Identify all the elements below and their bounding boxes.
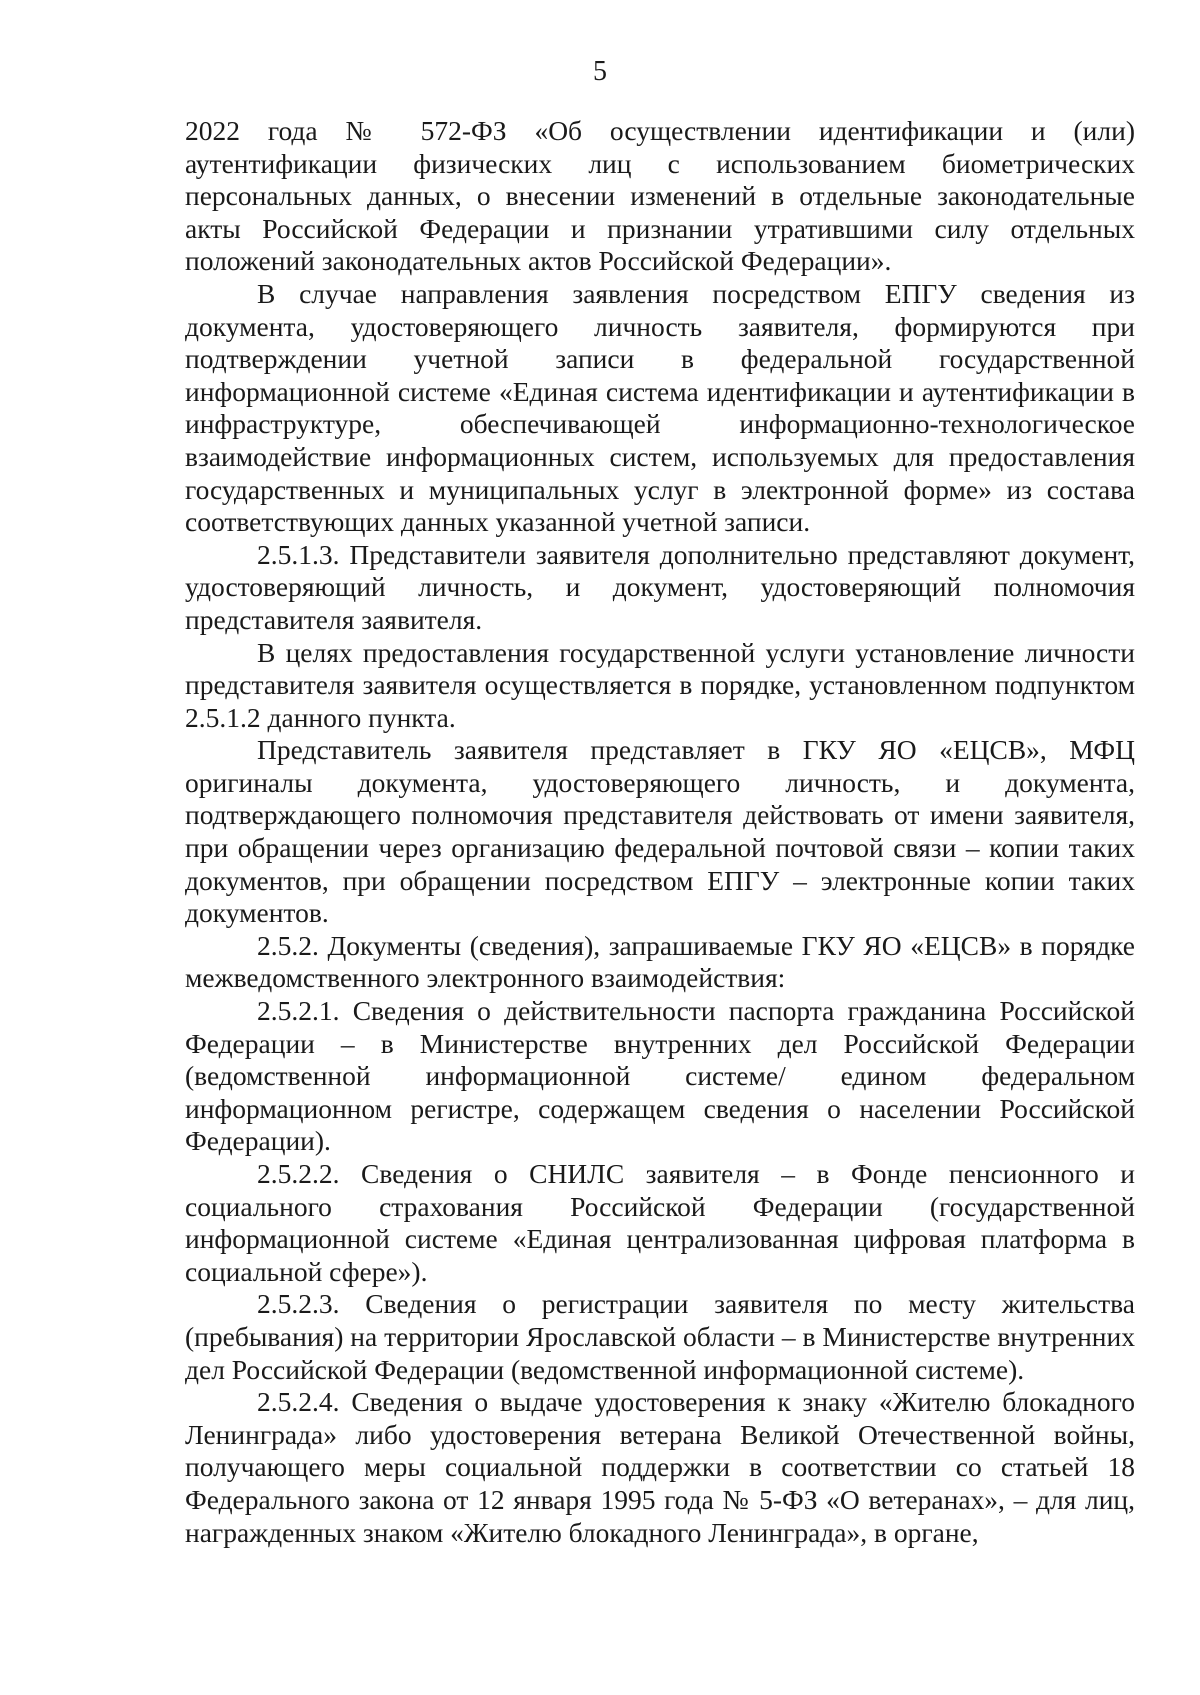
paragraph-representative-identity: В целях предоставления государственной услуги установление личности представителя заявителя осуществляется в порядке, установленном подпунктом 2.5.1.2 данного пункта. — [185, 636, 1135, 733]
paragraph-2-5-2: 2.5.2. Документы (сведения), запрашиваемые ГКУ ЯО «ЕЦСВ» в порядке межведомственного электронного взаимодействия: — [185, 929, 1135, 994]
paragraph-2-5-2-2: 2.5.2.2. Сведения о СНИЛС заявителя – в Фонде пенсионного и социального страхования Российской Федерации (государственной информационной системе «Единая централизованная цифровая платформа в социальной сфере»). — [185, 1158, 1135, 1287]
paragraph-2-5-1-3: 2.5.1.3. Представители заявителя дополнительно представляют документ, удостоверяющий личность, и документ, удостоверяющий полномочия представителя заявителя. — [185, 538, 1135, 635]
paragraph-continuation-572fz: 2022 года № 572-ФЗ «Об осуществлении идентификации и (или) аутентификации физических лиц с использованием биометрических персональных данных, о внесении изменений в отдельные законодательные акты Российской Федерации и признании утратившими силу отдельных положений законодательных актов Российской Федерации». — [185, 115, 1135, 277]
paragraph-2-5-2-3: 2.5.2.3. Сведения о регистрации заявителя по месту жительства (пребывания) на территории Ярославской области – в Министерстве внутренних дел Российской Федерации (ведомственной информационной системе). — [185, 1288, 1135, 1385]
document-body — [185, 115, 1135, 1549]
page-number: 5 — [593, 56, 607, 87]
paragraph-representative-originals: Представитель заявителя представляет в ГКУ ЯО «ЕЦСВ», МФЦ оригиналы документа, удостоверяющего личность, и документа, подтверждающего полномочия представителя действовать от имени заявителя, при обращении через организацию федеральной почтовой связи – копии таких документов, при обращении посредством ЕПГУ – электронные копии таких документов. — [185, 734, 1135, 929]
paragraph-2-5-2-1: 2.5.2.1. Сведения о действительности паспорта гражданина Российской Федерации – в Министерстве внутренних дел Российской Федерации (ведомственной информационной системе/ едином федеральном информационном регистре, содержащем сведения о населении Российской Федерации). — [185, 995, 1135, 1157]
paragraph-epgu-identity: В случае направления заявления посредством ЕПГУ сведения из документа, удостоверяющего личность заявителя, формируются при подтверждении учетной записи в федеральной государственной информационной системе «Единая система идентификации и аутентификации в инфраструктуре, обеспечивающей информационно-технологическое взаимодействие информационных систем, используемых для предоставления государственных и муниципальных услуг в электронной форме» из состава соответствующих данных указанной учетной записи. — [185, 277, 1135, 538]
paragraph-2-5-2-4: 2.5.2.4. Сведения о выдаче удостоверения к знаку «Жителю блокадного Ленинграда» либо удостоверения ветерана Великой Отечественной войны, получающего меры социальной поддержки в соответствии со статьей 18 Федерального закона от 12 января 1995 года № 5-ФЗ «О ветеранах», – для лиц, награжденных знаком «Жителю блокадного Ленинграда», в органе, — [185, 1386, 1135, 1548]
